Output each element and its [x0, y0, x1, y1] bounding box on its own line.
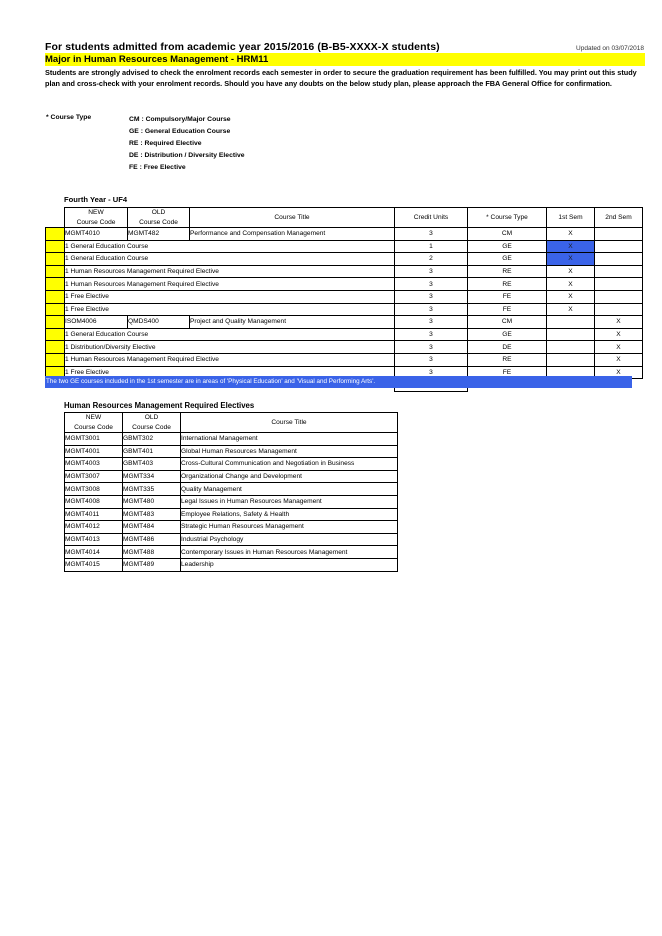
cell-course-title: 1 General Education Course [65, 240, 395, 253]
cell-sem1: X [547, 228, 595, 241]
cell-new-course-code: MGMT4014 [65, 546, 123, 559]
cell-new-course-code: MGMT4013 [65, 533, 123, 546]
cell-new-course-code: MGMT4011 [65, 508, 123, 521]
table-row [65, 433, 398, 446]
table-row [46, 278, 643, 291]
cell-sem1: X [547, 278, 595, 291]
header-new-l1: NEW [88, 209, 104, 216]
cell-course-title: 1 Free Elective [65, 290, 395, 303]
cell-course-type: CM [468, 228, 547, 241]
table-row [46, 341, 643, 354]
row-marker-cell [46, 278, 65, 291]
cell-new-course-code: MGMT3007 [65, 470, 123, 483]
table-row [46, 303, 643, 316]
cell-new-course-code: MGMT4010 [65, 228, 128, 241]
legend-item-de: DE : Distribution / Diversity Elective [129, 152, 245, 159]
cell-sem2: X [595, 316, 643, 329]
electives-header-row [65, 413, 398, 433]
cell-course-title: 1 Human Resources Management Required Elective [65, 278, 395, 291]
cell-credit-units: 1 [395, 240, 468, 253]
header-old-l2: Course Code [139, 218, 178, 226]
electives-table [64, 412, 398, 572]
cell-course-type: GE [468, 253, 547, 266]
row-marker-cell [46, 353, 65, 366]
electives-heading: Human Resources Management Required Electives [64, 401, 255, 410]
row-marker-cell [46, 228, 65, 241]
cell-course-title: Organizational Change and Development [181, 470, 398, 483]
cell-sem2 [595, 265, 643, 278]
electives-body [65, 413, 398, 572]
cell-new-course-code: MGMT4001 [65, 445, 123, 458]
table-row [65, 558, 398, 571]
year-heading: Fourth Year - UF4 [64, 195, 128, 204]
cell-sem2 [595, 240, 643, 253]
cell-course-title: 1 Human Resources Management Required Elective [65, 265, 395, 278]
row-marker-cell [46, 316, 65, 329]
cell-old-course-code: QMDS400 [128, 316, 190, 329]
table-row [65, 445, 398, 458]
header-credit-units: Credit Units [395, 208, 468, 228]
table-row [46, 328, 643, 341]
cell-old-course-code: MGMT486 [123, 533, 181, 546]
cell-sem1: X [547, 253, 595, 266]
cell-old-course-code: MGMT482 [128, 228, 190, 241]
cell-sem1: X [547, 290, 595, 303]
table-header-row [46, 208, 643, 228]
updated-date: Updated on 03/07/2018 [576, 45, 644, 52]
study-plan-body [46, 208, 643, 392]
cell-sem1: X [547, 265, 595, 278]
page-title: For students admitted from academic year 2015/2016 (B-B5-XXXX-X students) [45, 41, 440, 53]
cell-sem1 [547, 328, 595, 341]
document-header [45, 41, 645, 53]
header-course-title: Course Title [190, 208, 395, 228]
cell-course-type: GE [468, 328, 547, 341]
table-row [65, 533, 398, 546]
study-plan-table-wrap [45, 207, 643, 392]
table-row [65, 508, 398, 521]
electives-header-new [65, 413, 123, 433]
cell-credit-units: 3 [395, 353, 468, 366]
cell-course-type: RE [468, 278, 547, 291]
legend-item-fe: FE : Free Elective [129, 164, 186, 171]
cell-sem2: X [595, 328, 643, 341]
row-marker-cell [46, 240, 65, 253]
cell-course-title: Quality Management [181, 483, 398, 496]
electives-header-new-l1: NEW [85, 414, 102, 421]
cell-sem2 [595, 290, 643, 303]
cell-sem1 [547, 341, 595, 354]
cell-credit-units: 3 [395, 341, 468, 354]
electives-header-old-l1: OLD [144, 414, 159, 421]
table-row [46, 240, 643, 253]
cell-credit-units: 3 [395, 316, 468, 329]
header-old-l1: OLD [151, 209, 166, 216]
electives-header-old-l2: Course Code [132, 423, 171, 431]
cell-new-course-code: MGMT4003 [65, 458, 123, 471]
cell-sem2 [595, 278, 643, 291]
table-row [46, 353, 643, 366]
cell-sem2 [595, 228, 643, 241]
cell-new-course-code: MGMT4012 [65, 521, 123, 534]
cell-sem1 [547, 316, 595, 329]
cell-course-title: Strategic Human Resources Management [181, 521, 398, 534]
cell-sem2: X [595, 341, 643, 354]
cell-credit-units: 3 [395, 328, 468, 341]
cell-course-type: RE [468, 353, 547, 366]
cell-credit-units: 3 [395, 290, 468, 303]
table-row [46, 228, 643, 241]
cell-old-course-code: MGMT484 [123, 521, 181, 534]
cell-course-title: Employee Relations, Safety & Health [181, 508, 398, 521]
cell-course-title: Legal Issues in Human Resources Management [181, 495, 398, 508]
marker-header-spacer [46, 208, 65, 228]
major-heading: Major in Human Resources Management - HRM11 [45, 53, 645, 66]
cell-new-course-code: MGMT3001 [65, 433, 123, 446]
cell-course-title: Performance and Compensation Management [190, 228, 395, 241]
cell-old-course-code: GBMT302 [123, 433, 181, 446]
cell-old-course-code: MGMT488 [123, 546, 181, 559]
electives-header-title: Course Title [181, 413, 398, 433]
header-sem2: 2nd Sem [595, 208, 643, 228]
cell-course-title: Leadership [181, 558, 398, 571]
table-row [46, 265, 643, 278]
cell-old-course-code: MGMT335 [123, 483, 181, 496]
cell-credit-units: 3 [395, 278, 468, 291]
legend-item-re: RE : Required Elective [129, 140, 202, 147]
table-row [46, 253, 643, 266]
cell-course-type: RE [468, 265, 547, 278]
cell-course-title: International Management [181, 433, 398, 446]
legend-item-cm: CM : Compulsory/Major Course [129, 116, 231, 123]
cell-sem2 [595, 253, 643, 266]
cell-sem1: X [547, 303, 595, 316]
row-marker-cell [46, 303, 65, 316]
cell-old-course-code: MGMT483 [123, 508, 181, 521]
cell-new-course-code: MGMT4015 [65, 558, 123, 571]
cell-new-course-code: MGMT4008 [65, 495, 123, 508]
cell-new-course-code: MGMT3008 [65, 483, 123, 496]
electives-header-new-l2: Course Code [74, 423, 113, 431]
cell-course-title: 1 General Education Course [65, 328, 395, 341]
study-plan-table [45, 207, 643, 392]
cell-course-title: Contemporary Issues in Human Resources Management [181, 546, 398, 559]
cell-course-type: FE [468, 366, 547, 379]
cell-sem2: X [595, 366, 643, 379]
table-row [65, 521, 398, 534]
cell-old-course-code: MGMT480 [123, 495, 181, 508]
legend-item-ge: GE : General Education Course [129, 128, 231, 135]
electives-table-wrap [64, 412, 398, 572]
cell-course-type: DE [468, 341, 547, 354]
row-marker-cell [46, 253, 65, 266]
cell-course-type: FE [468, 290, 547, 303]
cell-credit-units: 3 [395, 303, 468, 316]
cell-credit-units: 3 [395, 228, 468, 241]
cell-credit-units: 3 [395, 366, 468, 379]
legend-items [129, 114, 245, 174]
cell-credit-units: 2 [395, 253, 468, 266]
row-marker-cell [46, 290, 65, 303]
table-row [46, 290, 643, 303]
cell-old-course-code: MGMT334 [123, 470, 181, 483]
cell-old-course-code: GBMT401 [123, 445, 181, 458]
table-row [65, 495, 398, 508]
legend-label: * Course Type [46, 114, 92, 121]
cell-course-type: GE [468, 240, 547, 253]
header-sem1: 1st Sem [547, 208, 595, 228]
cell-sem1: X [547, 240, 595, 253]
row-marker-cell [46, 265, 65, 278]
cell-course-title: 1 Free Elective [65, 303, 395, 316]
cell-sem1 [547, 353, 595, 366]
cell-course-type: FE [468, 303, 547, 316]
cell-course-title: 1 Distribution/Diversity Elective [65, 341, 395, 354]
header-new-course-code [65, 208, 128, 228]
cell-old-course-code: MGMT489 [123, 558, 181, 571]
cell-credit-units: 3 [395, 265, 468, 278]
table-row [65, 458, 398, 471]
row-marker-cell [46, 328, 65, 341]
cell-course-title: 1 General Education Course [65, 253, 395, 266]
cell-new-course-code: ISOM4006 [65, 316, 128, 329]
cell-course-title: 1 Human Resources Management Required Elective [65, 353, 395, 366]
cell-course-title: Industrial Psychology [181, 533, 398, 546]
ge-note-bar: The two GE courses included in the 1st semester are in areas of 'Physical Education' and 'Visual and Performing Arts'. [45, 376, 632, 388]
cell-course-type: CM [468, 316, 547, 329]
table-row [46, 316, 643, 329]
header-new-l2: Course Code [76, 218, 116, 226]
intro-paragraph: Students are strongly advised to check the enrolment records each semester in order to secure the graduation requirement has been fulfilled. You may print out this study plan and cross-check with your enrolment records. Should you have any doubts on the below study plan, please approach the FBA General Office for confirmation. [45, 68, 637, 88]
table-row [65, 470, 398, 483]
cell-sem2 [595, 303, 643, 316]
cell-course-title: Global Human Resources Management [181, 445, 398, 458]
electives-header-old [123, 413, 181, 433]
table-row [65, 483, 398, 496]
header-course-type: * Course Type [468, 208, 547, 228]
cell-course-title: Project and Quality Management [190, 316, 395, 329]
row-marker-cell [46, 341, 65, 354]
cell-old-course-code: GBMT403 [123, 458, 181, 471]
table-row [65, 546, 398, 559]
header-old-course-code [128, 208, 190, 228]
cell-course-title: Cross-Cultural Communication and Negotiation in Business [181, 458, 398, 471]
cell-course-title: 1 Free Elective [65, 366, 395, 379]
cell-sem2: X [595, 353, 643, 366]
